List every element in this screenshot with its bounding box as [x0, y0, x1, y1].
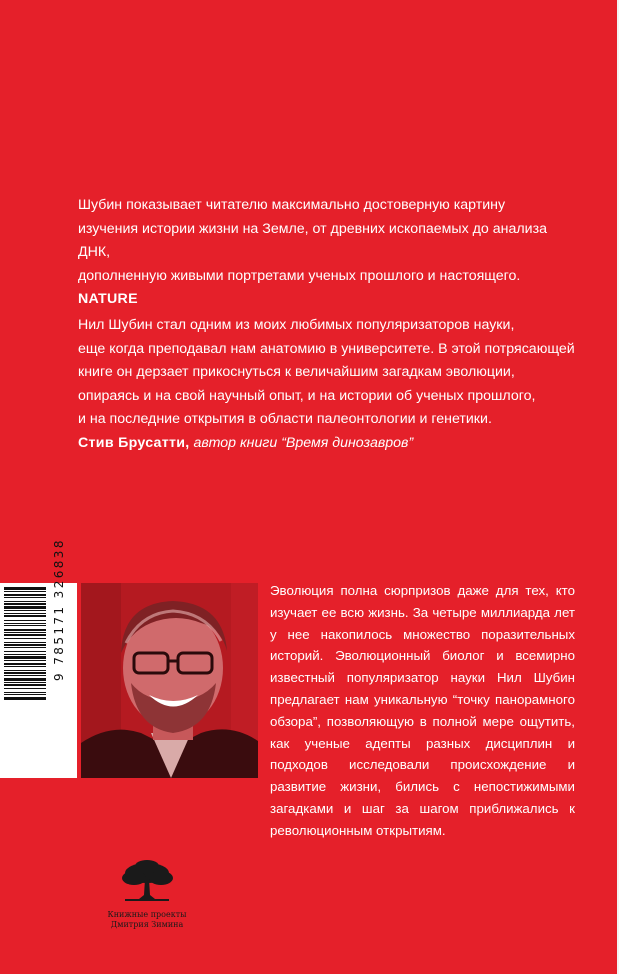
author-photo — [81, 583, 258, 778]
quote-author-role: автор книги “Время динозавров” — [189, 434, 414, 451]
isbn-number: 9 785171 326838 — [52, 538, 66, 681]
quote-author: NATURE — [78, 291, 138, 307]
quote-line: еще когда преподавал нам анатомию в университете. В этой потрясающей — [78, 340, 575, 357]
quote-line: опираясь и на свой научный опыт, и на истории об ученых прошлого, — [78, 387, 536, 404]
review-quote-brusatte — [78, 314, 578, 455]
quote-author: Стив Брусатти, — [78, 434, 190, 451]
publisher-name-line1: Книжные проекты — [107, 910, 187, 919]
barcode — [0, 538, 77, 778]
quote-line: и на последние открытия в области палеонтологии и генетики. — [78, 411, 492, 427]
quote-attribution — [78, 432, 578, 456]
tree-icon — [117, 857, 177, 905]
review-quote-nature — [78, 194, 578, 312]
quote-line: дополненную живыми портретами ученых прошлого и настоящего. — [78, 267, 521, 284]
quote-line: изучения истории жизни на Земле, от древних ископаемых до анализа ДНК, — [78, 220, 547, 260]
publisher-name-line2: Дмитрия Зимина — [110, 920, 184, 929]
quote-line: Нил Шубин стал одним из моих любимых популяризаторов науки, — [78, 317, 515, 333]
author-portrait — [81, 583, 258, 778]
quote-line: книге он дерзает прикоснуться к величайшим загадкам эволюции, — [78, 364, 515, 380]
quote-line: Шубин показывает читателю максимально достоверную картину — [78, 197, 506, 213]
book-description: Эволюция полна сюрпризов даже для тех, кто изучает ее всю жизнь. За четыре миллиарда лет у нее накопилось множество поразительных историй. Эволюционный биолог и всемирно известный популяризатор науки Нил Шубин предлагает нам уникальную “точку панорамного обзора”, позволяющую в полной мере ощутить, как ученые адепты разных дисциплин и подходов исследовали происхождение и развитие жизни, бились с непостижимыми загадками и шаг за шагом приближались к революционным открытиям. — [270, 583, 575, 838]
publisher-logo — [92, 857, 202, 930]
